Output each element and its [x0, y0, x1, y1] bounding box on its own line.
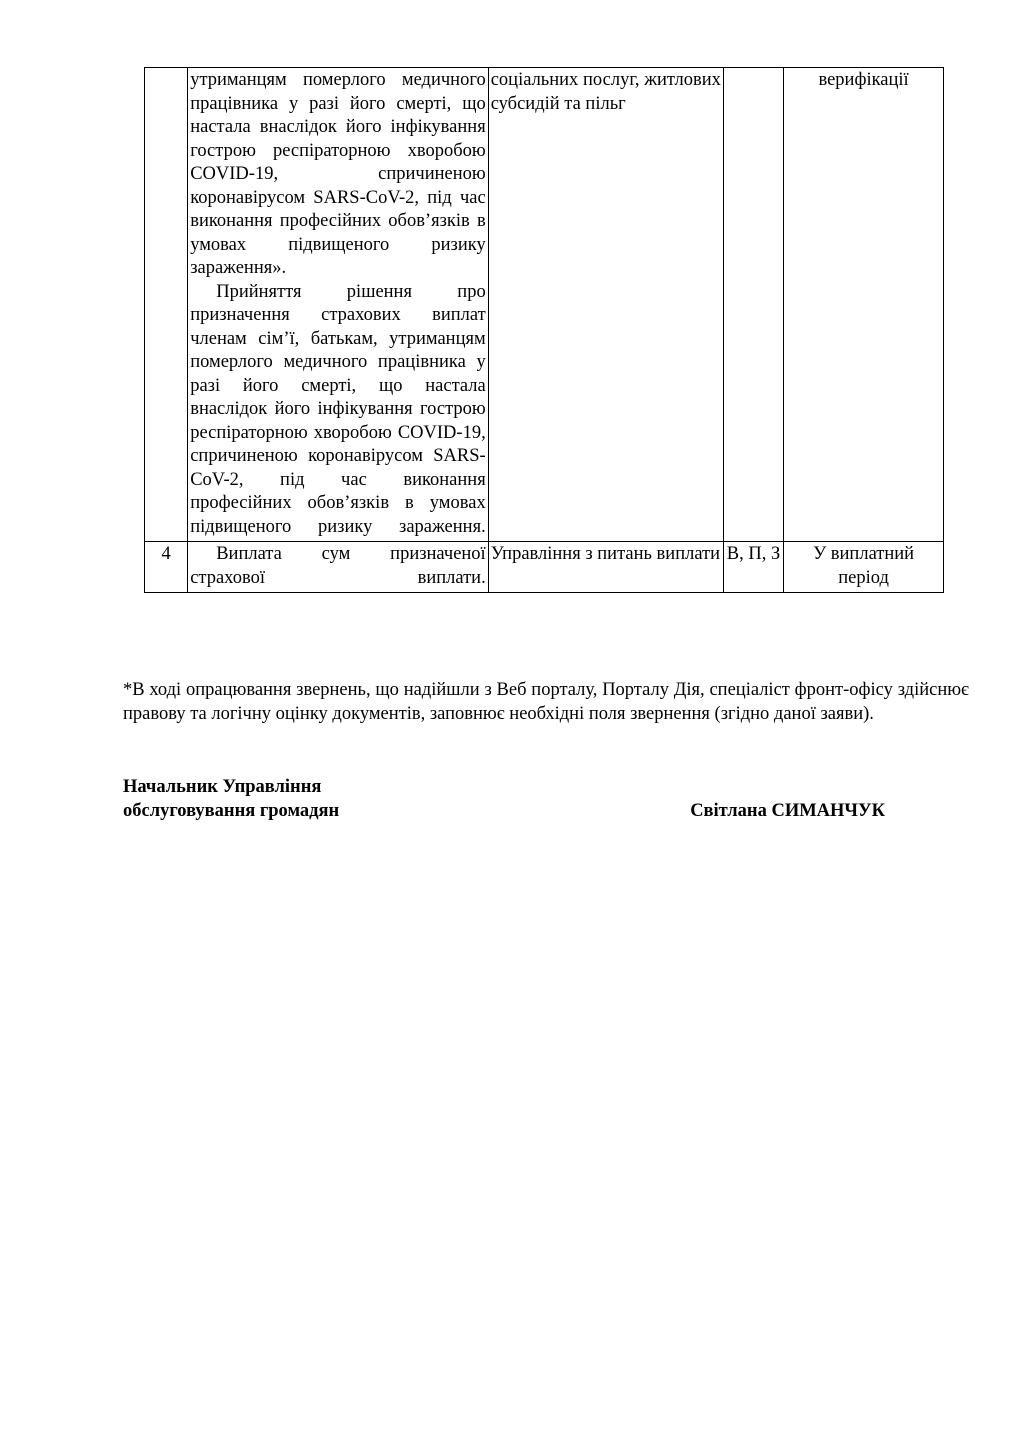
cell-responsible: Управління з питань виплати: [488, 542, 723, 593]
cell-description: Виплата сум призначеної страхової виплати.: [188, 542, 489, 593]
cell-responsible: соціальних послуг, житлових субсидій та пільг: [488, 68, 723, 542]
signature-position-line-1: Начальник Управління: [123, 777, 322, 797]
description-paragraph-2: Прийняття рішення про призначення страхових виплат членам сім’ї, батькам, утриманцям померлого медичного працівника у разі його смерті, що настала внаслідок його інфікування гострою респіраторною хворобою COVID-19, спричиненою коронавірусом SARS-CoV-2, під час виконання професійних обов’язків в умовах підвищеного ризику зараження.: [190, 281, 486, 537]
cell-number: [145, 68, 188, 542]
signature-position-line-2: обслуговування громадян: [123, 800, 340, 821]
table-row-continued: [145, 68, 944, 542]
cell-number: 4: [145, 542, 188, 593]
description-paragraph-1: утриманцям померлого медичного працівника у разі його смерті, що настала внаслідок його інфікування гострою респіраторною хворобою COVID-19, спричиненою коронавірусом SARS-CoV-2, під час виконання професійних обов’язків в умовах підвищеного ризику зараження».: [190, 70, 486, 278]
cell-code: [723, 68, 783, 542]
signature-block: [123, 776, 885, 823]
cell-description: [188, 68, 489, 542]
cell-term: верифікації: [784, 68, 944, 542]
cell-code: В, П, З: [723, 542, 783, 593]
signature-name: Світлана СИМАНЧУК: [690, 800, 885, 821]
footnote: *В ході опрацювання звернень, що надійшли з Веб порталу, Порталу Дія, спеціаліст фронт-офісу здійснює правову та логічну оцінку документів, заповнює необхідні поля звернення (згідно даної заяви).: [123, 680, 969, 724]
procedure-table: [144, 67, 944, 593]
cell-term: У виплатний період: [784, 542, 944, 593]
table-row-4: [145, 542, 944, 593]
